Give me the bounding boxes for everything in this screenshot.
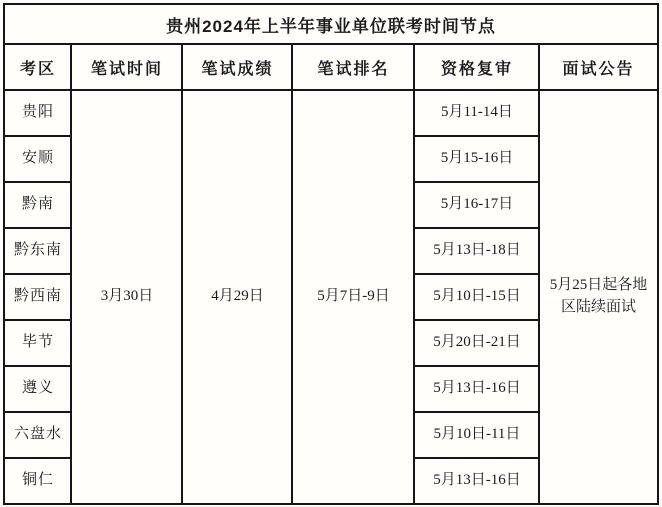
written-exam-score-cell: 4月29日 xyxy=(182,90,292,504)
region-cell: 安顺 xyxy=(4,136,71,182)
qualification-review-cell: 5月15-16日 xyxy=(414,136,539,182)
qualification-review-cell: 5月20日-21日 xyxy=(414,320,539,366)
region-cell: 六盘水 xyxy=(4,412,71,458)
qualification-review-cell: 5月10日-11日 xyxy=(414,412,539,458)
col-header-interview-notice: 面试公告 xyxy=(539,44,657,90)
qualification-review-cell: 5月10日-15日 xyxy=(414,274,539,320)
qualification-review-cell: 5月13日-16日 xyxy=(414,366,539,412)
col-header-qualification-review: 资格复审 xyxy=(414,44,539,90)
region-cell: 贵阳 xyxy=(4,90,71,136)
region-cell: 铜仁 xyxy=(4,458,71,504)
exam-schedule-table xyxy=(3,3,658,505)
interview-notice-cell: 5月25日起各地区陆续面试 xyxy=(539,90,657,504)
region-cell: 黔西南 xyxy=(4,274,71,320)
region-cell: 黔南 xyxy=(4,182,71,228)
region-cell: 遵义 xyxy=(4,366,71,412)
title-row xyxy=(4,4,657,44)
col-header-written-exam-time: 笔试时间 xyxy=(71,44,182,90)
qualification-review-cell: 5月13日-18日 xyxy=(414,228,539,274)
qualification-review-cell: 5月16-17日 xyxy=(414,182,539,228)
qualification-review-cell: 5月11-14日 xyxy=(414,90,539,136)
region-cell: 毕节 xyxy=(4,320,71,366)
col-header-written-exam-rank: 笔试排名 xyxy=(292,44,414,90)
qualification-review-cell: 5月13日-16日 xyxy=(414,458,539,504)
table-row xyxy=(4,90,657,136)
written-exam-time-cell: 3月30日 xyxy=(71,90,182,504)
col-header-written-exam-score: 笔试成绩 xyxy=(182,44,292,90)
written-exam-rank-cell: 5月7日-9日 xyxy=(292,90,414,504)
col-header-region: 考区 xyxy=(4,44,71,90)
table-title: 贵州2024年上半年事业单位联考时间节点 xyxy=(4,4,657,44)
header-row xyxy=(4,44,657,90)
region-cell: 黔东南 xyxy=(4,228,71,274)
